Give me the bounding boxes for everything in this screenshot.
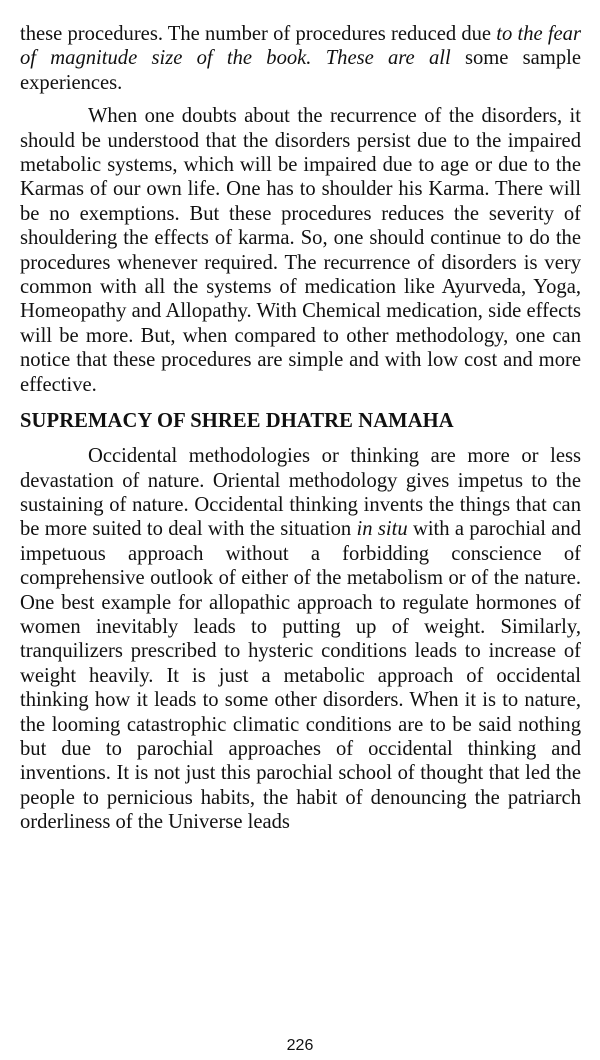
page-number: 226 bbox=[286, 1037, 314, 1054]
paragraph-3-text-end: with a parochial and impetuous approach without a forbidding conscience of comprehensive outlook of either of the metabolism or of the nature. One best example for allopathic approach to regulate hormones of women inevitably leads to putting up of weight. Similarly, tranquilizers prescribed to hysteric conditions leads to increase of weight heavily. It is just a metabolic approach of occidental thinking how it leads to some other disorders. When it is to nature, the looming catastrophic climatic conditions are to be said nothing but due to parochial approaches of occidental thinking and inventions. It is not just this parochial school of thought that led the people to pernicious habits, the habit of denouncing the patriarch orderliness of the Universe leads bbox=[20, 518, 582, 834]
paragraph-3-italic-text: in situ bbox=[356, 518, 408, 541]
document-page bbox=[20, 22, 581, 835]
paragraph-1-text-start: these procedures. The number of procedures reduced due bbox=[20, 23, 497, 45]
section-heading: SUPREMACY OF SHREE DHATRE NAMAHA bbox=[20, 410, 454, 433]
paragraph-occidental bbox=[20, 444, 581, 835]
paragraph-recurrence: When one doubts about the recurrence of the disorders, it should be understood that the disorders persist due to the impaired metabolic systems, which will be impaired due to age or due to the Karmas of our own life. One has to shoulder his Karma. There will be no exemptions. But these procedures reduces the severity of shouldering the effects of karma. So, one should continue to do the procedures whenever required. The recurrence of disorders is very common with all the systems of medication like Ayurveda, Yoga, Homeopathy and Allopathy. With Chemical medication, side effects will be more. But, when compared to other methodology, one can notice that these procedures are simple and with low cost and more effective. bbox=[20, 105, 581, 396]
paragraph-3-text-start: Occidental methodologies or thinking are more or less devastation of nature. Oriental methodology gives impetus to the sustaining of nature. Occidental thinking invents the things that can be more suited to deal with the situation bbox=[20, 445, 581, 541]
paragraph-1-italic-text: to the fear of magnitude size of the book. These are all bbox=[20, 23, 581, 70]
paragraph-continuation bbox=[20, 22, 581, 95]
paragraph-1-text-end: some sample experiences. bbox=[20, 47, 581, 94]
